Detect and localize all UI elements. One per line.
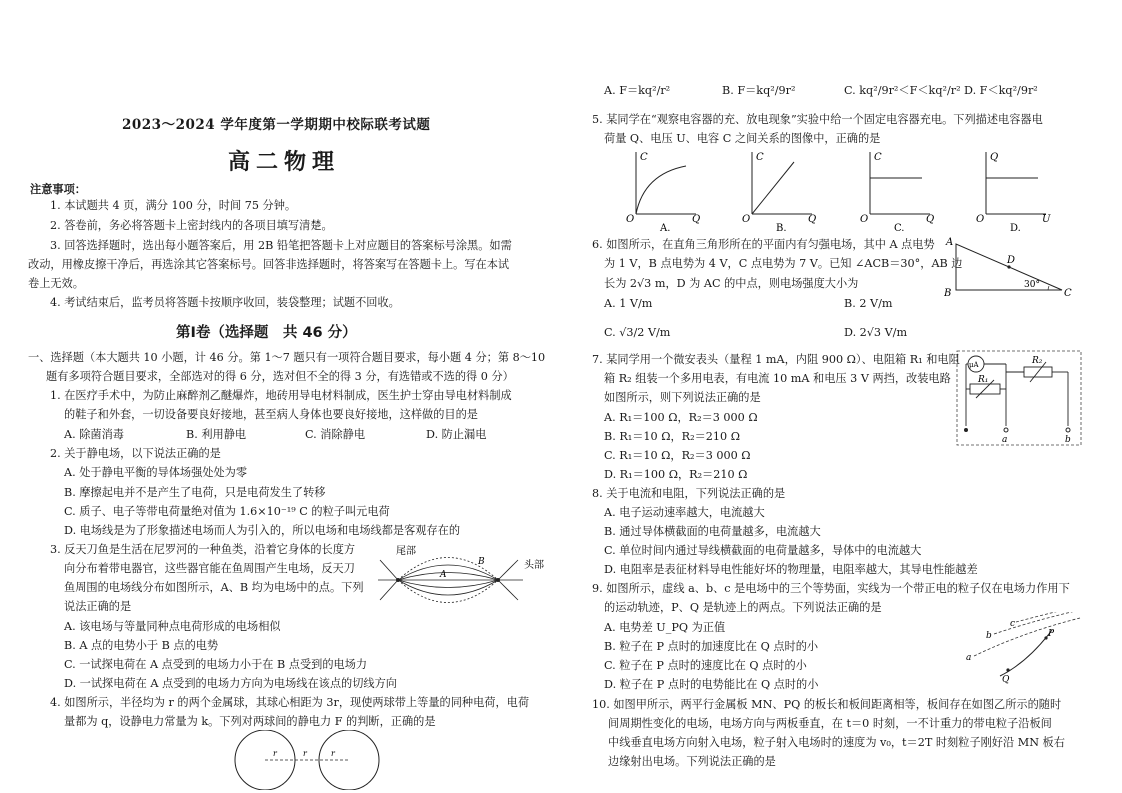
q9-option-d: D. 粒子在 P 点时的电势能比在 Q 点时的小 (604, 678, 819, 691)
graph-label: A. (660, 223, 671, 233)
terminal-b-label: b (1065, 435, 1071, 445)
q10-stem: 间周期性变化的电场，电场方向与两板垂直，在 t＝0 时刻，一不计重力的带电粒子沿板间 (608, 717, 1052, 730)
subject-title: 高二物理 (228, 150, 341, 175)
radius-label: r (303, 749, 307, 758)
q2-option-d: D. 电场线是为了形象描述电场而人为引入的，所以电场和电场线都是客观存在的 (64, 524, 461, 537)
notice-title: 注意事项： (30, 182, 86, 196)
q3-option-a: A. 该电场与等量同种点电荷形成的电场相似 (64, 620, 281, 633)
q8-option-b: B. 通过导体横截面的电荷量越多，电流越大 (604, 525, 821, 538)
axis-label: C (756, 152, 764, 163)
q8-stem: 8. 关于电流和电阻，下列说法正确的是 (592, 487, 786, 500)
radius-label: r (331, 749, 335, 758)
triangle-figure (944, 236, 1074, 302)
q7-option-b: B. R₁＝10 Ω，R₂＝210 Ω (604, 430, 740, 443)
q5-graph-a (626, 148, 706, 233)
q6-stem: 6. 如图所示，在直角三角形所在的平面内有匀强电场，其中 A 点电势 (592, 238, 935, 251)
q1-option-c: C. 消除静电 (305, 428, 366, 441)
q6-option-a: A. 1 V/m (604, 297, 653, 310)
q10-stem: 中线垂直电场方向射入电场，粒子射入电场时的速度为 v₀，t＝2T 时刻粒子刚好沿 MN 板右 (608, 736, 1065, 749)
q4-option-d: D. F＜kq²/9r² (964, 84, 1038, 97)
point-p-label: P (1048, 629, 1055, 639)
q10-stem: 边缘射出电场。下列说法正确的是 (608, 755, 776, 768)
vertex-b-label: B (944, 288, 952, 299)
q1-option-d: D. 防止漏电 (426, 428, 487, 441)
q4-stem: 4. 如图所示，半径均为 r 的两个金属球，其球心相距为 3r，现使两球带上等量的同种电荷，电荷 (50, 696, 530, 709)
q3-stem: 向分布着带电器官，这些器官能在鱼周围产生电场，反天刀 (64, 562, 355, 575)
q3-option-d: D. 一试探电荷在 A 点受到的电场力方向为电场线在该点的切线方向 (64, 677, 397, 690)
two-spheres-figure (227, 730, 387, 790)
q3-stem: 说法正确的是 (64, 600, 132, 613)
notice-item: 4. 考试结束后，监考员将答题卡按顺序收回，装袋整理；试题不回收。 (50, 296, 400, 309)
q10-stem: 10. 如图甲所示，两平行金属板 MN、PQ 的板长和板间距离相等，板间存在如图乙所示的随时 (592, 698, 1062, 711)
radius-label: r (273, 749, 277, 758)
origin-label: O (626, 214, 635, 225)
point-q-label: Q (1002, 675, 1010, 685)
q8-option-c: C. 单位时间内通过导线横截面的电荷量越多，导体中的电流越大 (604, 544, 922, 557)
q9-stem: 9. 如图所示，虚线 a、b、c 是电场中的三个等势面，实线为一个带正电的粒子仅在电场力作用下 (592, 582, 1070, 595)
q6-option-b: B. 2 V/m (844, 297, 893, 310)
fish-head-label: 头部 (524, 560, 544, 571)
axis-label: C (640, 152, 648, 163)
q8-option-a: A. 电子运动速率越大，电流越大 (604, 506, 765, 519)
axis-label: Q (692, 214, 701, 225)
q1-option-b: B. 利用静电 (186, 428, 247, 441)
angle-label: 30° (1024, 280, 1040, 290)
notice-item: 改动，用橡皮擦干净后，再选涂其它答案标号。回答非选择题时，将答案写在答题卡上。写在本试 (28, 258, 510, 271)
q1-stem: 1. 在医疗手术中，为防止麻醉剂乙醚爆炸，地砖用导电材料制成，医生护士穿由导电材料制成 (50, 389, 512, 402)
origin-label: O (860, 214, 869, 225)
q4-option-c: C. kq²/9r²＜F＜kq²/r² (844, 84, 961, 97)
point-a-label: A (440, 570, 447, 580)
surface-b-label: b (986, 631, 992, 641)
q3-option-c: C. 一试探电荷在 A 点受到的电场力小于在 B 点受到的电场力 (64, 658, 368, 671)
q9-option-a: A. 电势差 U_PQ 为正值 (604, 621, 726, 634)
left-column (22, 0, 562, 793)
q2-stem: 2. 关于静电场，以下说法正确的是 (50, 447, 221, 460)
q2-option-b: B. 摩擦起电并不是产生了电荷，只是电荷发生了转移 (64, 486, 326, 499)
surface-c-label: c (1010, 619, 1016, 629)
q5-stem: 5. 某同学在“观察电容器的充、放电现象”实验中给一个固定电容器充电。下列描述电容器电 (592, 113, 1043, 126)
axis-label: U (1042, 214, 1051, 225)
q3-stem: 鱼周围的电场线分布如图所示，A、B 均为电场中的点。下列 (64, 581, 364, 594)
q4-option-b: B. F＝kq²/9r² (722, 84, 796, 97)
exam-year-title: 2023～2024 学年度第一学期期中校际联考试题 (122, 117, 431, 133)
q2-option-c: C. 质子、电子等带电荷量绝对值为 1.6×10⁻¹⁹ C 的粒子叫元电荷 (64, 505, 390, 518)
q7-stem: 箱 R₂ 组装一个多用电表，有电流 10 mA 和电压 3 V 两挡，改装电路 (604, 372, 951, 385)
origin-label: O (742, 214, 751, 225)
point-d-label: D (1007, 255, 1016, 266)
q5-stem: 荷量 Q、电压 U、电容 C 之间关系的图像中，正确的是 (604, 132, 881, 145)
q3-stem: 3. 反天刀鱼是生活在尼罗河的一种鱼类，沿着它身体的长度方 (50, 543, 356, 556)
graph-label: C. (894, 223, 905, 233)
q6-stem: 为 1 V，B 点电势为 4 V，C 点电势为 7 V。已知 ∠ACB＝30°，AB 边 (604, 257, 963, 270)
q4-option-a: A. F＝kq²/r² (604, 84, 671, 97)
part-heading: 题有多项符合题目要求，全部选对的得 6 分，选对但不全的得 3 分，有选错或不选的得 0 分） (46, 370, 514, 383)
q7-option-d: D. R₁＝100 Ω，R₂＝210 Ω (604, 468, 748, 481)
q6-stem: 长为 2√3 m，D 为 AC 的中点，则电场强度大小为 (604, 277, 859, 290)
q7-stem: 如图所示，则下列说法正确的是 (604, 391, 761, 404)
origin-label: O (976, 214, 985, 225)
q6-option-c: C. √3/2 V/m (604, 326, 671, 339)
notice-item: 卷上无效。 (28, 277, 84, 290)
q7-option-c: C. R₁＝10 Ω，R₂＝3 000 Ω (604, 449, 751, 462)
notice-item: 1. 本试题共 4 页，满分 100 分，时间 75 分钟。 (50, 199, 297, 212)
q9-stem: 的运动轨迹，P、Q 是轨迹上的两点。下列说法正确的是 (604, 601, 882, 614)
axis-label: Q (990, 152, 999, 163)
point-b-label: B (478, 557, 485, 567)
vertex-c-label: C (1064, 288, 1072, 299)
q1-stem: 的鞋子和外套，一切设备要良好接地，甚至病人身体也要良好接地，这样做的目的是 (64, 408, 478, 421)
q1-option-a: A. 除菌消毒 (64, 428, 124, 441)
axis-label: Q (808, 214, 817, 225)
r2-label: R₂ (1032, 356, 1043, 366)
axis-label: C (874, 152, 882, 163)
r1-label: R₁ (978, 375, 989, 385)
fish-field-figure (378, 540, 558, 620)
vertex-a-label: A (946, 237, 954, 248)
fish-tail-label: 尾部 (396, 546, 416, 557)
q9-option-c: C. 粒子在 P 点时的速度比在 Q 点时的小 (604, 659, 807, 672)
surface-a-label: a (966, 653, 972, 663)
q5-graph-b (742, 148, 822, 233)
q2-option-a: A. 处于静电平衡的导体场强处处为零 (64, 466, 248, 479)
axis-label: Q (926, 214, 935, 225)
notice-item: 2. 答卷前，务必将答题卡上密封线内的各项目填写清楚。 (50, 219, 333, 232)
graph-label: B. (776, 223, 787, 233)
part-heading: 一、选择题（本大题共 10 小题，计 46 分。第 1～7 题只有一项符合题目要求，每小题 4 分；第 8～10 (28, 351, 546, 364)
q5-graph-c (860, 148, 940, 233)
q5-graph-d (976, 148, 1056, 233)
terminal-a-label: a (1002, 435, 1008, 445)
equipotential-figure (964, 612, 1084, 692)
q9-option-b: B. 粒子在 P 点时的加速度比在 Q 点时的小 (604, 640, 819, 653)
q8-option-d: D. 电阻率是表征材料导电性能好坏的物理量，电阻率越大，其导电性能越差 (604, 563, 978, 576)
q6-option-d: D. 2√3 V/m (844, 326, 908, 339)
right-column (592, 0, 1100, 793)
microammeter-label: μA (969, 361, 979, 369)
q7-option-a: A. R₁＝100 Ω，R₂＝3 000 Ω (604, 411, 758, 424)
notice-item: 3. 回答选择题时，选出每小题答案后，用 2B 铅笔把答题卡上对应题目的答案标号涂黑。如需 (50, 239, 512, 252)
q4-stem: 量都为 q，设静电力常量为 k。下列对两球间的静电力 F 的判断，正确的是 (64, 715, 436, 728)
graph-label: D. (1010, 223, 1021, 233)
section-title: 第Ⅰ卷（选择题 共 46 分） (176, 325, 357, 341)
circuit-figure (956, 350, 1082, 446)
q3-option-b: B. A 点的电势小于 B 点的电势 (64, 639, 219, 652)
q7-stem: 7. 某同学用一个微安表头（量程 1 mA，内阻 900 Ω）、电阻箱 R₁ 和电阻 (592, 353, 960, 366)
